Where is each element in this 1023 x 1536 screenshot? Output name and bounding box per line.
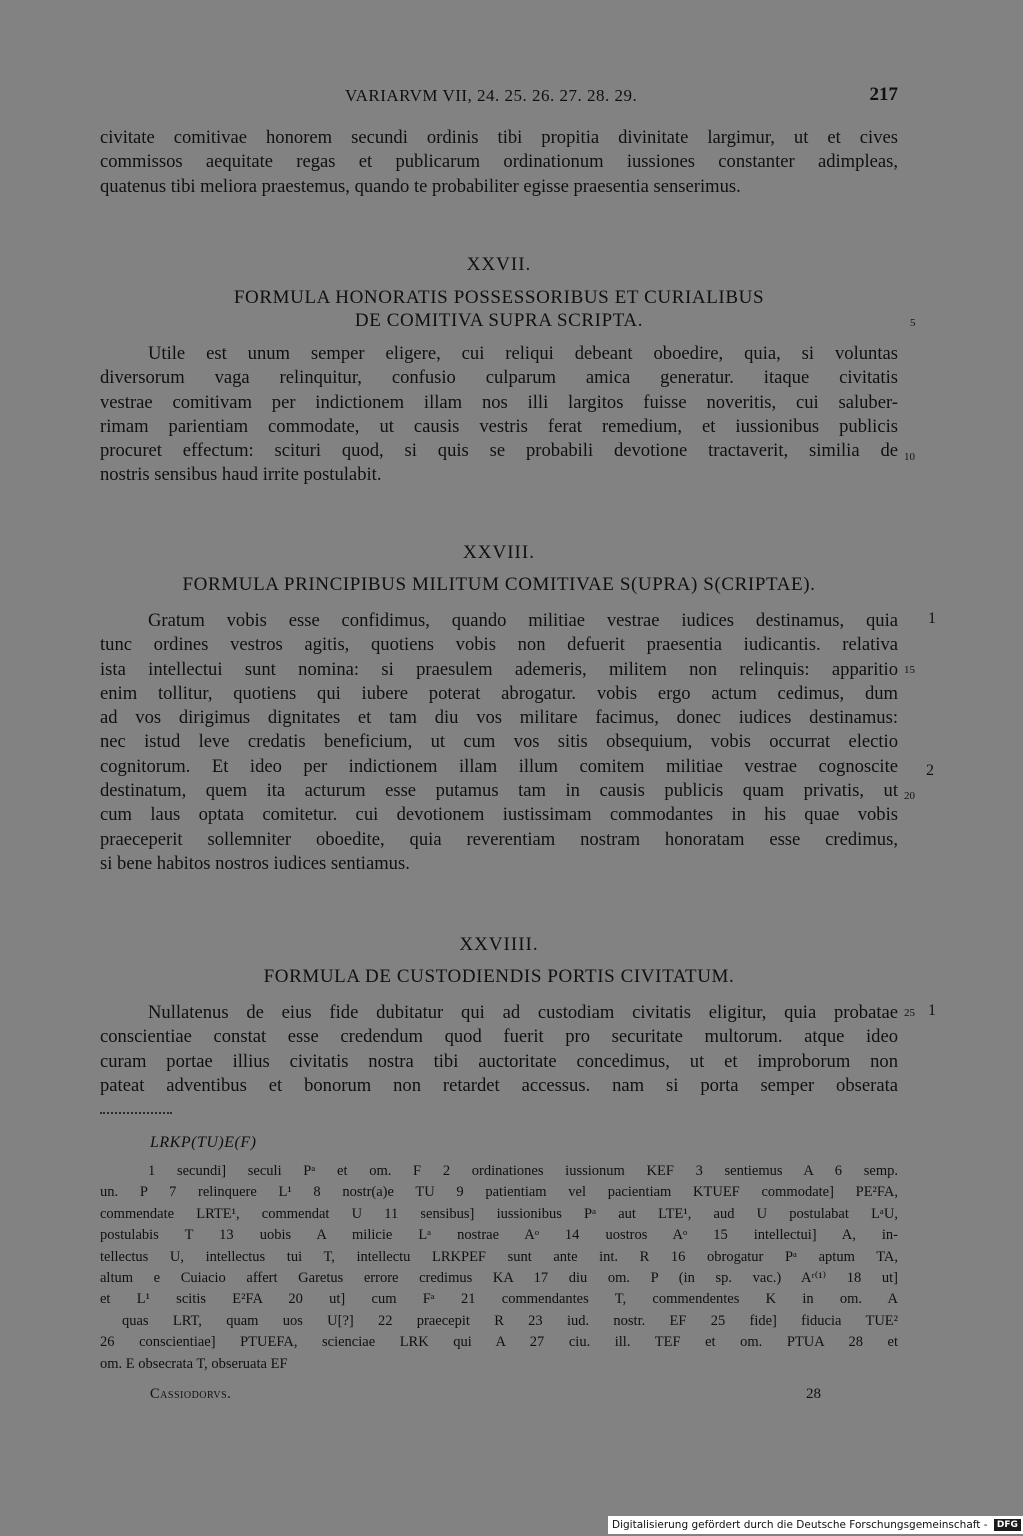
text-line: commissos aequitate regas et publicarum ordinationum iussiones constanter adimpleas,	[100, 151, 898, 173]
funding-note	[608, 1516, 1023, 1534]
apparatus-line: om. E obsecrata T, obseruata EF	[100, 1355, 288, 1372]
text-line: quatenus tibi meliora praestemus, quando te probabiliter egisse praesentia senserimus.	[100, 175, 741, 197]
margin-line-number: 20	[904, 790, 915, 802]
margin-line-number: 25	[904, 1007, 915, 1019]
apparatus-sigla: LRKP(TU)E(F)	[150, 1134, 257, 1151]
section-title-line: FORMULA PRINCIPIBUS MILITUM COMITIVAE S(UPRA) S(CRIPTAE).	[182, 574, 816, 595]
apparatus-line: quas LRT, quam uos U[?] 22 praecepit R 23 iud. nostr. EF 25 fide] fiducia TUE²	[122, 1312, 898, 1329]
footnote-rule	[100, 1112, 172, 1114]
apparatus-line: un. P 7 relinquere L¹ 8 nostr(a)e TU 9 patientiam vel pacientiam KTUEF commodate] PE²FA,	[100, 1184, 898, 1201]
apparatus-line: et L¹ scitis E²FA 20 ut] cum Fᵃ 21 commendantes T, commendentes K in om. A	[100, 1291, 898, 1308]
apparatus-line: 26 conscientiae] PTUEFA, scienciae LRK qui A 27 ciu. ill. TEF et om. PTUA 28 et	[100, 1334, 898, 1351]
apparatus-line: commendate LRTE¹, commendat U 11 sensibus] iussionibus Pᵃ aut LTE¹, aud U postulabat LᵃU,	[100, 1205, 898, 1222]
section-body	[100, 609, 898, 876]
intro-paragraph	[100, 126, 898, 199]
apparatus-line: postulabis T 13 uobis A milicie Lᵃ nostrae Aᵒ 14 uostros Aᵒ 15 intellectui] A, in-	[100, 1227, 898, 1244]
section-title-line: DE COMITIVA SUPRA SCRIPTA.	[354, 310, 644, 331]
section-number: XXVIIII.	[459, 934, 539, 955]
text-line: ad vos dirigimus dignitates et tam diu vos militare facimus, donec iudices destinamus:	[100, 707, 898, 729]
section-title-line: FORMULA HONORATIS POSSESSORIBUS ET CURIALIBUS	[233, 287, 765, 308]
apparatus-line: 1 secundi] seculi Pᵃ et om. F 2 ordinationes iussionum KEF 3 sentiemus A 6 semp.	[148, 1163, 898, 1179]
text-line: enim tollitur, quotiens qui iubere poterat abrogatur. vobis ergo actum cedimus, dum	[100, 682, 898, 704]
text-line: curam portae illius civitatis nostra tibi auctoritate concedimus, ut et improborum non	[100, 1050, 898, 1072]
page-number: 217	[869, 84, 898, 105]
text-line: destinatum, quem ita acturum esse putamus tam in causis publicis quam privatis, ut	[100, 780, 898, 802]
text-line: Utile est unum semper eligere, cui reliqui debeant oboedire, quia, si voluntas	[148, 343, 898, 364]
text-line: si bene habitos nostros iudices sentiamus.	[100, 852, 410, 874]
section-title	[100, 573, 898, 596]
text-line: Nullatenus de eius fide dubitatur qui ad custodiam civitatis eligitur, quia probatae	[148, 1002, 898, 1023]
text-line: cum laus optata comitetur. cui devotionem iustissimam commodantes in his quae vobis	[100, 804, 898, 826]
text-line: civitate comitivae honorem secundi ordinis tibi propitia divinitate largimur, ut et cives	[100, 127, 898, 148]
section-number: XXVII.	[466, 254, 532, 275]
text-line: vestrae comitivam per indictionem illam nos illi largitos fuisse noveritis, cui saluber-	[100, 391, 898, 413]
margin-line-number: 15	[904, 664, 915, 676]
text-line: diversorum vaga relinquitur, confusio culparum amica generatur. itaque civitatis	[100, 367, 898, 389]
apparatus-line: tellectus U, intellectus tui T, intellectu LRKPEF sunt ante int. R 16 obrogatur Pᵃ aptum TA,	[100, 1248, 898, 1265]
text-line: praeceperit sollemniter oboedite, quia reverentiam nostram honoratam esse credimus,	[100, 828, 898, 850]
text-line: cognitorum. Et ideo per indictionem illam illum comitem militiae vestrae cognoscite	[100, 755, 898, 777]
margin-line-number: 10	[904, 451, 915, 463]
text-line: ista intellectui sunt nomina: si praesulem ademeris, militem non relinquis: apparitio	[100, 658, 898, 680]
text-line: pateat adventibus et bonorum non retardet accessus. nam si porta semper obserata	[100, 1074, 898, 1096]
section-body	[100, 1001, 898, 1098]
section-title	[100, 965, 898, 988]
text-line: nec istud leve credatis beneficium, ut cum vos sitis obsequium, vobis occurrat electio	[100, 731, 898, 753]
funding-note-text: Digitalisierung gefördert durch die Deutsche Forschungsgemeinschaft -	[612, 1519, 988, 1531]
text-line: Gratum vobis esse confidimus, quando militiae vestrae iudices destinamus, quia	[148, 610, 898, 631]
margin-paragraph-number: 1	[928, 610, 936, 627]
running-head	[100, 84, 898, 110]
text-line: nostris sensibus haud irrite postulabit.	[100, 464, 382, 486]
section-title	[100, 286, 898, 332]
section-number: XXVIII.	[463, 542, 535, 563]
apparatus-line: altum e Cuiacio affert Garetus errore credimus KA 17 diu om. P (in sp. vac.) Aʳ⁽¹⁾ 18 ut]	[100, 1269, 898, 1286]
section-title-line: FORMULA DE CUSTODIENDIS PORTIS CIVITATUM.	[263, 966, 735, 987]
section-body	[100, 342, 898, 488]
margin-paragraph-number: 1	[928, 1002, 936, 1019]
margin-line-number: 5	[910, 317, 916, 329]
dfg-logo: DFG	[994, 1519, 1021, 1531]
author-line: Cassiodorvs.	[150, 1386, 232, 1402]
text-line: rimam parientiam commodate, ut causis vestris ferat remedium, et iussionibus publicis	[100, 415, 898, 437]
text-line: procuret effectum: sciturі quod, si quis se probabili devotione tractaverit, similia de	[100, 440, 898, 462]
running-title: VARIARVM VII, 24. 25. 26. 27. 28. 29.	[345, 86, 638, 105]
signature-mark: 28	[806, 1386, 821, 1402]
margin-paragraph-number: 2	[926, 762, 934, 779]
text-line: tunc ordines vestros agitis, quotiens vobis non defuerit praesentia iudicantis. relativa	[100, 634, 898, 656]
text-line: conscientiae constat esse credendum quod fuerit pro securitate multorum. atque ideo	[100, 1026, 898, 1048]
critical-apparatus	[100, 1161, 898, 1375]
